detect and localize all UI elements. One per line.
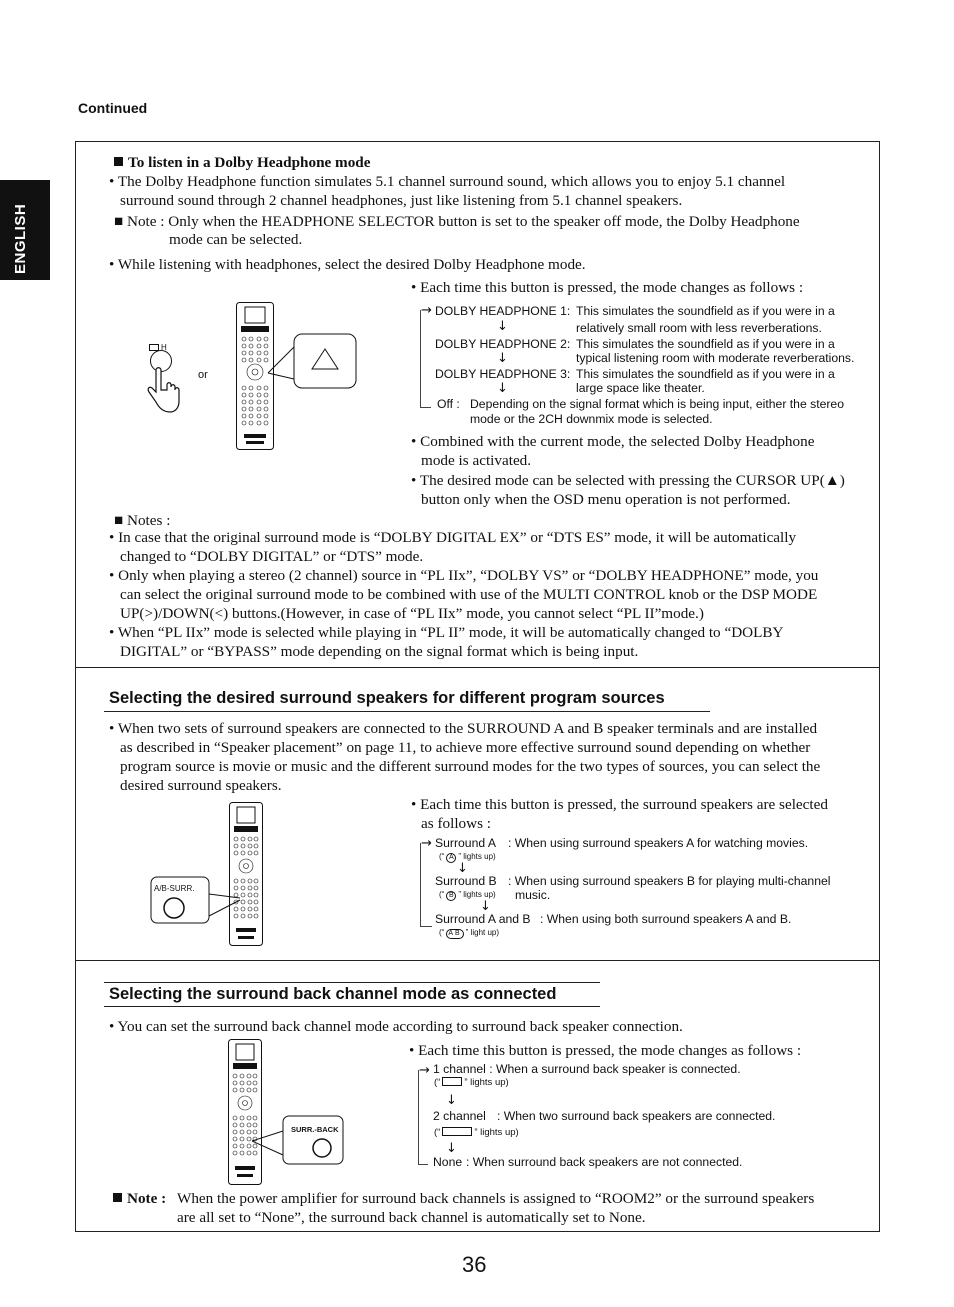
note-1-line1: • In case that the original surround mode is “DOLBY DIGITAL EX” or “DTS ES” mode, it will be automatically	[109, 529, 797, 546]
or-label: or	[198, 369, 208, 381]
back-none-name: None	[433, 1155, 463, 1169]
notes-title: ■ Notes :	[114, 512, 171, 529]
surround-b-desc: : When using surround speakers B for playing multi-channel	[508, 874, 831, 888]
language-tab-label: ENGLISH	[12, 203, 29, 274]
down-arrow-icon: ↓	[457, 861, 468, 876]
down-arrow-icon: ↓	[480, 899, 491, 914]
section3-note-line2: are all set to “None”, the surround back channel is automatically set to None.	[177, 1209, 646, 1226]
section3-note-label: Note :	[113, 1189, 166, 1208]
surround-ab-indicator: (“ AB ” light up)	[439, 928, 500, 937]
surr-back-button-label: SURR.-BACK	[291, 1125, 339, 1134]
back-none-desc: : When surround back speakers are not connected.	[466, 1155, 743, 1169]
back-2ch-indicator: (“ ” lights up)	[434, 1127, 519, 1138]
surr-back-button[interactable]	[313, 1139, 331, 1157]
note-2-line2: can select the original surround mode to be combined with use of the MULTI CONTROL knob or the DSP MODE	[120, 586, 818, 603]
section3-each: • Each time this button is pressed, the mode changes as follows :	[409, 1042, 802, 1059]
surround-ab-name: Surround A and B	[435, 912, 531, 926]
mode-2-line1: This simulates the soundfield as if you were in a	[576, 337, 835, 351]
cycle-bracket	[420, 310, 421, 407]
section2-para-line3: program source is movie or music and the different surround modes for the two types of sources, you can select the	[120, 758, 821, 775]
section2-para-line4: desired surround speakers.	[120, 777, 282, 794]
surround-a-indicator: (“ A ” lights up)	[439, 852, 496, 861]
down-arrow-icon: ↓	[446, 1141, 457, 1156]
mode-3-line1: This simulates the soundfield as if you were in a	[576, 367, 835, 381]
section3-title-overline	[104, 982, 600, 983]
indicator-a-icon: A	[446, 853, 456, 863]
continued-label: Continued	[78, 100, 148, 116]
ab-surr-button[interactable]	[164, 898, 184, 918]
down-arrow-icon: ↓	[497, 351, 508, 366]
section3-title: Selecting the surround back channel mode as connected	[109, 985, 557, 1003]
back-cycle-bracket	[418, 1070, 419, 1164]
mode-off-name: Off :	[437, 397, 460, 411]
section2-title: Selecting the desired surround speakers for different program sources	[109, 689, 665, 707]
surround-ab-desc: : When using both surround speakers A and B.	[540, 912, 792, 926]
down-arrow-icon: ↓	[497, 319, 508, 334]
mode-1-line2: relatively small room with less reverberations.	[576, 321, 822, 335]
back-cycle-bracket-bottom	[418, 1164, 428, 1165]
indicator-ab-icon: AB	[448, 930, 462, 937]
page-number: 36	[462, 1252, 487, 1277]
surround-cycle-bracket-bottom	[420, 926, 432, 927]
mode-3-line2: large space like theater.	[576, 381, 705, 395]
section1-para1-line1: • The Dolby Headphone function simulates 5.1 channel surround sound, which allows you to enjoy 5.1 channel	[109, 173, 786, 190]
section1-para1-line2: surround sound through 2 channel headphones, just like listening from 5.1 channel speakers.	[120, 192, 683, 209]
back-2ch-desc: : When two surround back speakers are connected.	[497, 1109, 776, 1123]
surround-a-desc: : When using surround speakers A for watching movies.	[508, 836, 809, 850]
section1-each-time: • Each time this button is pressed, the mode changes as follows :	[411, 279, 804, 296]
mode-off-line1: Depending on the signal format which is being input, either the stereo	[470, 397, 844, 411]
section-divider-2	[75, 960, 880, 961]
surround-b-name: Surround B	[435, 874, 497, 888]
cursor-line1: • The desired mode can be selected with pressing the CURSOR UP(▲)	[411, 472, 845, 489]
sb-single-speaker-icon	[442, 1077, 462, 1086]
section2-each-line2: as follows :	[421, 815, 492, 832]
cycle-bracket-bottom	[420, 407, 431, 408]
language-tab	[0, 180, 50, 280]
section2-para-line2: as described in “Speaker placement” on page 11, to achieve more effective surround sound depending on whether	[120, 739, 811, 756]
mode-off-line2: mode or the 2CH downmix mode is selected.	[470, 412, 713, 426]
section1-note-line1: ■ Note : Only when the HEADPHONE SELECTOR button is set to the speaker off mode, the Dolby Headphone	[114, 213, 800, 230]
sb-double-speaker-icon	[442, 1127, 472, 1136]
section2-para-line1: • When two sets of surround speakers are connected to the SURROUND A and B speaker terminals and are installed	[109, 720, 818, 737]
surr-back-callout	[250, 1113, 350, 1167]
mode-1-line1: This simulates the soundfield as if you were in a	[576, 304, 835, 318]
combined-line2: mode is activated.	[421, 452, 532, 469]
combined-line1: • Combined with the current mode, the selected Dolby Headphone	[411, 433, 815, 450]
indicator-b-icon: B	[446, 891, 456, 901]
section3-para: • You can set the surround back channel mode according to surround back speaker connection.	[109, 1018, 683, 1035]
note-3-line2: DIGITAL” or “BYPASS” mode depending on the signal format which is being input.	[120, 643, 639, 660]
surround-cycle-bracket	[420, 843, 421, 926]
back-1ch-indicator: (“ ” lights up)	[434, 1077, 509, 1088]
ab-surr-button-label: A/B-SURR.	[154, 884, 195, 893]
surround-cycle-arrow-icon: →	[421, 836, 432, 851]
cursor-line2: button only when the OSD menu operation is not performed.	[421, 491, 791, 508]
section-divider-1	[75, 667, 880, 668]
section3-note-line1: When the power amplifier for surround back channels is assigned to “ROOM2” or the surround speakers	[177, 1190, 815, 1207]
section2-title-underline	[104, 711, 710, 712]
down-arrow-icon: ↓	[446, 1093, 457, 1108]
back-1ch-line: 1 channel : When a surround back speaker is connected.	[433, 1062, 741, 1076]
section3-title-underline	[104, 1006, 600, 1007]
cycle-arrow-icon: →	[421, 303, 432, 318]
section1-para2: • While listening with headphones, select the desired Dolby Headphone mode.	[109, 256, 586, 273]
mode-2-line2: typical listening room with moderate reverberations.	[576, 351, 855, 365]
dh-button-caption: H	[149, 340, 167, 355]
surround-a-name: Surround A	[435, 836, 496, 850]
note-3-line1: • When “PL IIx” mode is selected while playing in “PL II” mode, it will be automatically changed to “DOLBY	[109, 624, 784, 641]
back-cycle-arrow-icon: →	[419, 1063, 430, 1078]
pointing-hand-icon	[146, 368, 180, 418]
down-arrow-icon: ↓	[497, 381, 508, 396]
section2-each-line1: • Each time this button is pressed, the surround speakers are selected	[411, 796, 828, 813]
surround-b-indicator: (“ B ” lights up)	[439, 890, 496, 899]
mode-3-name: DOLBY HEADPHONE 3:	[435, 367, 571, 381]
cursor-up-callout	[260, 333, 360, 393]
section1-title: To listen in a Dolby Headphone mode	[114, 153, 371, 172]
back-2ch-name: 2 channel	[433, 1109, 486, 1123]
note-2-line3: UP(>)/DOWN(<) buttons.(However, in case of “PL IIx” mode, you cannot select “PL II”mode.)	[120, 605, 704, 622]
mode-2-name: DOLBY HEADPHONE 2:	[435, 337, 571, 351]
note-2-line1: • Only when playing a stereo (2 channel) source in “PL IIx”, “DOLBY VS” or “DOLBY HEADPHONE” mode, you	[109, 567, 819, 584]
mode-1-name: DOLBY HEADPHONE 1:	[435, 304, 571, 318]
note-1-line2: changed to “DOLBY DIGITAL” or “DTS” mode.	[120, 548, 424, 565]
section1-note-line2: mode can be selected.	[169, 231, 303, 248]
surround-b-desc2: music.	[515, 888, 551, 902]
